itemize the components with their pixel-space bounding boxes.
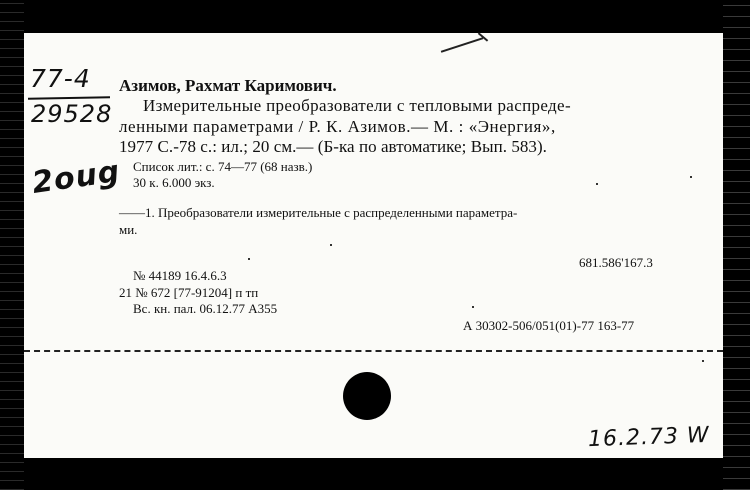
record-number-line-3: Вс. кн. пал. 06.12.77 А355 bbox=[133, 301, 278, 316]
title-line-3: 1977 С.-78 с.: ил.; 20 см.— (Б-ка по автоматике; Вып. 583). bbox=[119, 137, 547, 156]
scan-speck bbox=[702, 360, 704, 362]
author-heading: Азимов, Рахмат Каримович. bbox=[119, 76, 337, 95]
price-print-run: 30 к. 6.000 экз. bbox=[133, 175, 215, 190]
udc-code: 681.586'167.3 bbox=[579, 255, 653, 270]
handwritten-date-note: 16.2.73 W bbox=[587, 422, 711, 453]
catalog-code: А 30302-506/051(01)-77 163-77 bbox=[463, 318, 635, 333]
scan-speck bbox=[596, 183, 598, 185]
scan-edge-right bbox=[723, 0, 750, 490]
subject-heading-line-2: ми. bbox=[119, 222, 138, 237]
scan-speck bbox=[690, 176, 692, 178]
scan-speck bbox=[330, 244, 332, 246]
title-line-2: ленными параметрами / Р. К. Азимов.— М. : «Энергия», bbox=[119, 117, 556, 136]
call-number-line2: 29528 bbox=[31, 100, 113, 128]
title-line-1: Измерительные преобразователи с тепловыми распреде- bbox=[143, 96, 571, 115]
scan-speck bbox=[472, 306, 474, 308]
call-number-line1: 77-4 bbox=[30, 64, 91, 93]
scan-edge-left bbox=[0, 0, 24, 490]
subject-heading-line-1: ——1. Преобразователи измерительные с распределенными параметра- bbox=[119, 205, 518, 220]
scan-speck bbox=[248, 258, 250, 260]
perforation-line bbox=[24, 350, 723, 352]
handwritten-signature: 2oug bbox=[29, 154, 123, 201]
punch-hole bbox=[343, 372, 391, 420]
record-number: № 44189 16.4.6.3 bbox=[133, 268, 227, 283]
record-number-line-2: 21 № 672 [77-91204] п тп bbox=[119, 285, 259, 300]
bibliography-note: Список лит.: с. 74—77 (68 назв.) bbox=[133, 159, 313, 174]
